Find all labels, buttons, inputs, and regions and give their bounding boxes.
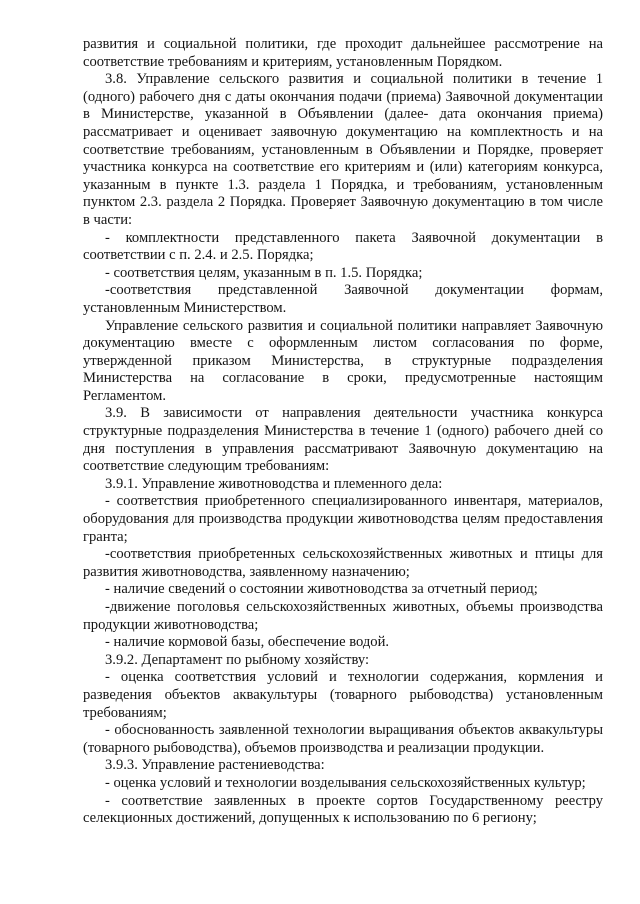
list-item-completeness: - комплектности представленного пакета Заявочной документации в соответствии с п. 2.4. и 2.5. Порядка; [83,229,603,264]
document-page [83,36,603,828]
list-item-animals: -соответствия приобретенных сельскохозяйственных животных и птицы для развития животноводства, заявленному назначению; [83,546,603,580]
paragraph-3-9: 3.9. В зависимости от направления деятельности участника конкурса структурные подразделения Министерства в течение 1 (одного) рабочего дней со дня поступления в управления рассматривают Заявочную документацию на соответствие следующим требованиям: [83,405,603,475]
list-item-aquaculture-conditions: - оценка соответствия условий и технологии содержания, кормления и разведения объектов аквакультуры (товарного рыбоводства) установленным требованиям; [83,669,603,721]
list-item-livestock-movement: -движение поголовья сельскохозяйственных животных, объемы производства продукции животноводства; [83,599,603,633]
paragraph-approval-routing: Управление сельского развития и социальной политики направляет Заявочную документацию вместе с оформленным листом согласования по форме, утвержденной приказом Министерства, в структурные подразделения Министерства на согласование в сроки, предусмотренные настоящим Регламентом. [83,317,603,404]
list-item-feed-base: - наличие кормовой базы, обеспечение водой. [105,634,390,651]
list-item-goals: - соответствия целям, указанным в п. 1.5. Порядка; [105,264,423,281]
list-item-seed-registry: - соответствие заявленных в проекте сортов Государственному реестру селекционных достижений, допущенных к использованию по 6 региону; [83,792,603,827]
heading-3-9-1: 3.9.1. Управление животноводства и племенного дела: [105,475,443,492]
list-item-crop-technology: - оценка условий и технологии возделывания сельскохозяйственных культур; [105,774,586,791]
heading-3-9-2: 3.9.2. Департамент по рыбному хозяйству: [105,651,370,668]
list-item-forms: -соответствия представленной Заявочной документации формам, установленным Министерством. [83,282,603,316]
list-item-aquaculture-technology: - обоснованность заявленной технологии выращивания объектов аквакультуры (товарного рыбоводства), объемов производства и реализации продукции. [83,722,603,756]
paragraph-continuation: развития и социальной политики, где проходит дальнейшее рассмотрение на соответствие требованиям и критериям, установленным Порядком. [83,36,603,70]
heading-3-9-3: 3.9.3. Управление растениеводства: [105,757,325,774]
paragraph-3-8: 3.8. Управление сельского развития и социальной политики в течение 1 (одного) рабочего дня с даты окончания подачи (приема) Заявочной документации в Министерстве, указанной в Объявлении (далее- дата окончания приема) рассматривает и оценивает заявочную документацию на комплектность и на соответствие требованиям, установленным в Объявлении и Порядке, проверяет участника конкурса на соответствие его критериям и (или) категориям конкурса, указанным в пункте 1.3. раздела 1 Порядка, и требованиям, установленным пунктом 2.3. раздела 2 Порядка. Проверяет Заявочную документацию в том числе в части: [83,71,603,228]
list-item-equipment: - соответствия приобретенного специализированного инвентаря, материалов, оборудования для производства продукции животноводства целям предоставления гранта; [83,493,603,545]
list-item-livestock-info: - наличие сведений о состоянии животноводства за отчетный период; [105,581,538,598]
